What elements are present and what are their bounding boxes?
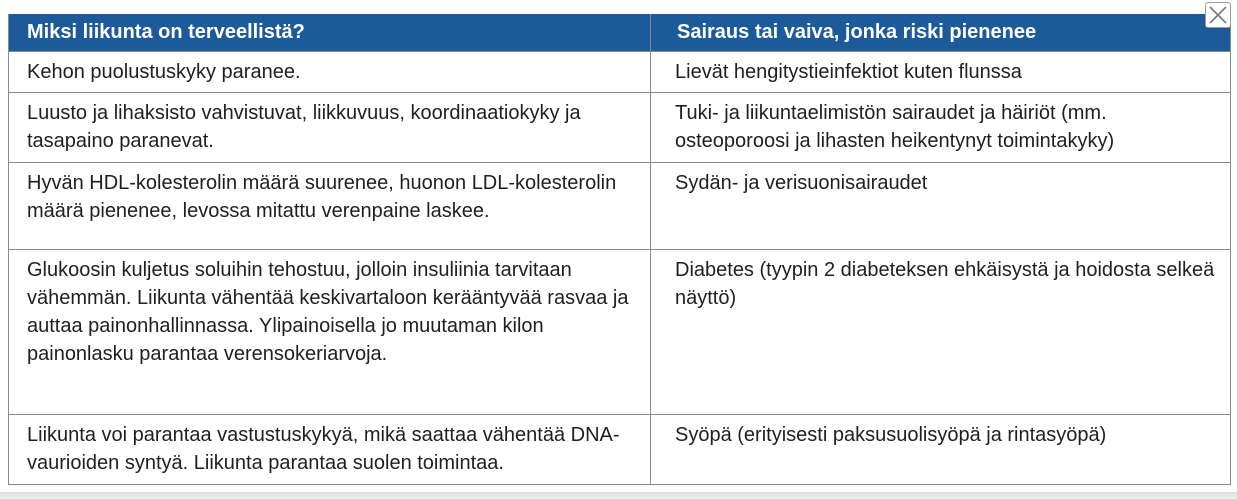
table-row xyxy=(9,162,1231,249)
benefit-cell: Liikunta voi parantaa vastustuskykyä, mikä saattaa vähentää DNA-vaurioiden syntyä. Liikunta parantaa suolen toimintaa. xyxy=(9,414,651,484)
benefit-cell: Kehon puolustuskyky paranee. xyxy=(9,51,651,92)
table-header-row xyxy=(9,14,1231,51)
disease-cell: Diabetes (tyypin 2 diabeteksen ehkäisystä ja hoidosta selkeä näyttö) xyxy=(651,249,1231,414)
table-row xyxy=(9,414,1231,484)
close-icon xyxy=(1206,3,1230,27)
table-row xyxy=(9,249,1231,414)
disease-cell: Sydän- ja verisuonisairaudet xyxy=(651,162,1231,249)
top-band xyxy=(0,0,1237,14)
table-row xyxy=(9,92,1231,162)
exercise-benefits-table xyxy=(8,14,1231,485)
disease-cell: Tuki- ja liikuntaelimistön sairaudet ja häiriöt (mm. osteoporoosi ja lihasten heikentynyt toimintakyky) xyxy=(651,92,1231,162)
header-disease-risk: Sairaus tai vaiva, jonka riski pienenee xyxy=(651,14,1231,51)
benefit-cell: Hyvän HDL-kolesterolin määrä suurenee, huonon LDL-kolesterolin määrä pienenee, levossa mitattu verenpaine laskee. xyxy=(9,162,651,249)
table-row xyxy=(9,51,1231,92)
close-button[interactable] xyxy=(1205,2,1231,28)
bottom-shadow xyxy=(0,492,1237,499)
disease-cell: Lievät hengitystieinfektiot kuten flunssa xyxy=(651,51,1231,92)
benefit-cell: Luusto ja lihaksisto vahvistuvat, liikkuvuus, koordinaatiokyky ja tasapaino paranevat. xyxy=(9,92,651,162)
header-why-exercise: Miksi liikunta on terveellistä? xyxy=(9,14,651,51)
benefit-cell: Glukoosin kuljetus soluihin tehostuu, jolloin insuliinia tarvitaan vähemmän. Liikunta vähentää keskivartaloon kerääntyvää rasvaa ja auttaa painonhallinnassa. Ylipainoisella jo muutaman kilon painonlasku parantaa verensokeriarvoja. xyxy=(9,249,651,414)
disease-cell: Syöpä (erityisesti paksusuolisyöpä ja rintasyöpä) xyxy=(651,414,1231,484)
